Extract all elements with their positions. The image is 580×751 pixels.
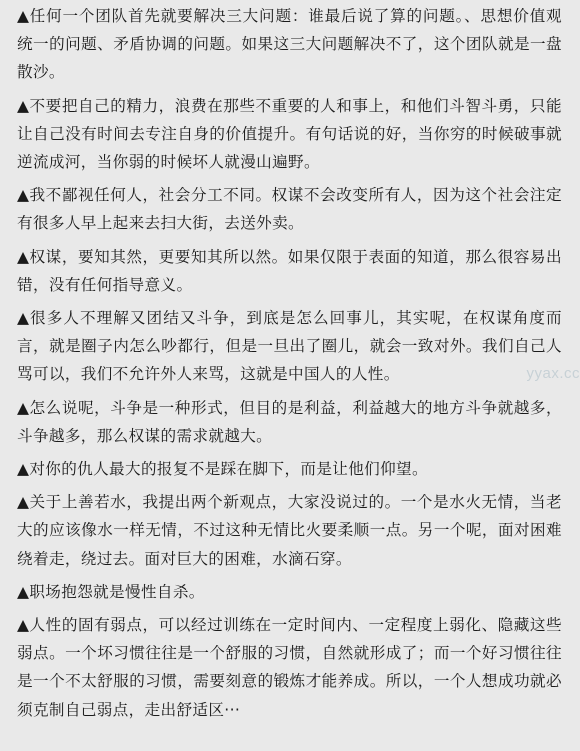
paragraph-revenge: ▲对你的仇人最大的报复不是踩在脚下，而是让他们仰望。 <box>17 460 428 479</box>
paragraph-respect: ▲我不鄙视任何人，社会分工不同。权谋不会改变所有人，因为这个社会注定有很多人早上起来去扫大街，去送外卖。 <box>17 186 562 233</box>
paragraph-water: ▲关于上善若水，我提出两个新观点，大家没说过的。一个是水火无情，当老大的应该像水一样无情，不过这种无情比火要柔顺一点。另一个呢，面对困难绕着走，绕过去。面对巨大的困难，水滴石穿。 <box>17 493 562 568</box>
paragraph-weakness: ▲人性的固有弱点，可以经过训练在一定时间内、一定程度上弱化、隐藏这些弱点。一个坏习惯往往是一个舒服的习惯，自然就形成了；而一个好习惯往往是一个不太舒服的习惯，需要刻意的锻炼才能养成。所以，一个人想成功就必须克制自己弱点，走出舒适区··· <box>17 616 562 719</box>
paragraph-complaint: ▲职场抱怨就是慢性自杀。 <box>17 582 205 601</box>
paragraph-struggle-interest: ▲怎么说呢，斗争是一种形式，但目的是利益，利益越大的地方斗争就越多，斗争越多，那么权谋的需求就越大。 <box>17 398 562 445</box>
paragraph-energy: ▲不要把自己的精力，浪费在那些不重要的人和事上，和他们斗智斗勇，只能让自己没有时间去专注自身的价值提升。有句话说的好，当你穷的时候破事就逆流成河，当你弱的时候坏人就漫山遍野。 <box>17 96 562 172</box>
watermark-text: yyax.cc <box>526 365 580 382</box>
paragraph-team-problems: ▲任何一个团队首先就要解决三大问题：谁最后说了算的问题。、思想价值观统一的问题、矛盾协调的问题。如果这三大问题解决不了，这个团队就是一盘散沙。 <box>17 7 562 82</box>
paragraph-unity-struggle: ▲很多人不理解又团结又斗争，到底是怎么回事儿，其实呢，在权谋角度而言，就是圈子内怎么吵都行，但是一旦出了圈儿，就会一致对外。我们自己人骂可以，我们不允许外人来骂，这就是中国人的人性。 <box>17 309 562 384</box>
paragraph-know-why: ▲权谋，要知其然，更要知其所以然。如果仅限于表面的知道，那么很容易出错，没有任何指导意义。 <box>17 247 562 294</box>
